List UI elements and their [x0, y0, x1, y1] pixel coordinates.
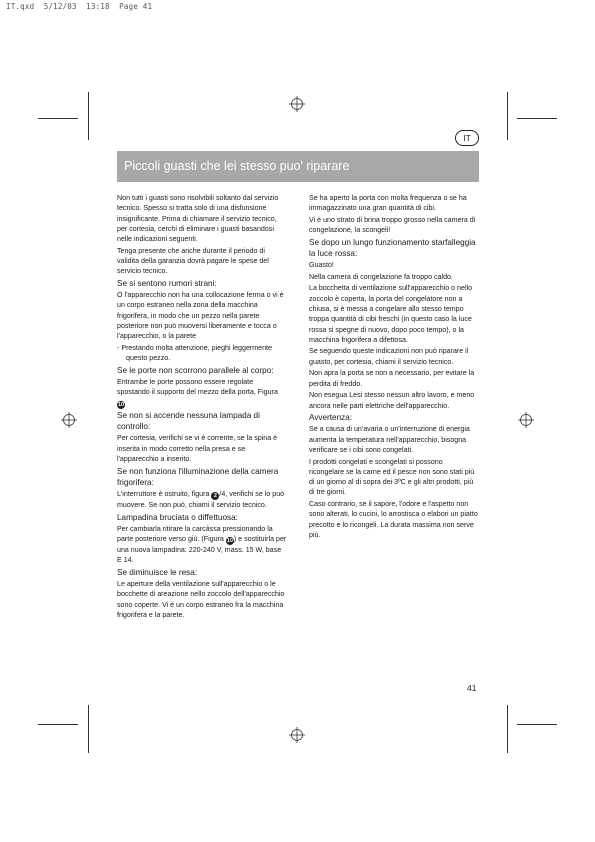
heading-warning: Avvertenza: [309, 413, 353, 423]
paragraph-warning: Se a causa di un'avaria o un'interruzione di energia aumenta la temperatura nell'apparecchio, bisogna verificare se i cibi sono congelati. [309, 425, 470, 454]
lighting-text-b: /4, verifichi se lo può muovere. Se non può, chiami il servizio tecnico. [117, 489, 285, 509]
figure-reference-badge: 2 [211, 492, 219, 500]
figure-reference-badge: 10 [226, 538, 233, 545]
bullet-noises: - Prestando molta attenzione, pieghi leggermente questo pezzo. [117, 343, 272, 363]
lighting-text-a: L'interruttore è ostruito, figura [117, 489, 210, 498]
paragraph-performance: Le aperture della ventilazione sull'apparecchio o le bocchette di areazione nello zoccolo dell'apparecchio sono coperte. Vi è un corpo estraneo fra la macchina frigorifera e la parete. [117, 580, 285, 620]
paragraph-open-door: Non apra la porta se non a necessario, per evitare la perdita di freddo. [309, 369, 475, 388]
paragraph-door-frequency: Se ha aperto la porta con molta frequenza o se ha immagazzinato una gran quantità di cibi. [309, 194, 467, 213]
right-column [309, 193, 479, 541]
heading-red-light: Se dopo un lungo funzionamento starfalleggia la luce rossa: [309, 237, 476, 258]
figure-reference-badge: 10 [117, 401, 125, 408]
paragraph-call-service: Se seguendo queste indicazioni non può riparare il guasto, per cortesia, chiami il servizio tecnico. [309, 347, 469, 366]
section-header [117, 151, 479, 182]
registration-mark-icon [289, 96, 305, 112]
heading-bulb: Lampadina bruciata o diffettuosa: [117, 512, 238, 522]
doors-text: Entrambe le porte possono essere regolate spostando il supporto del mezzo della porta, Figura [117, 378, 278, 397]
heading-noises: Se si sentono rumori strani: [117, 278, 217, 288]
crop-mark [88, 92, 89, 140]
crop-mark [38, 724, 78, 725]
crop-mark [38, 118, 78, 119]
crop-mark [517, 724, 557, 725]
heading-lighting: Se non funziona l'illuminazione della camera frigorifera: [117, 466, 279, 487]
crop-mark [88, 705, 89, 753]
paragraph-intro: Non tutti i guasti sono risolvibili soltanto dal servizio tecnico. Spesso si tratta solo di una disfunsione insignificante. Prima di chiamare il servizio tecnico, per cortesia, cerchi di eliminare i guasti basandosi nelle indicazioni seguenti. [117, 194, 279, 244]
registration-mark-icon [289, 727, 305, 743]
paragraph-no-other-work: Non esegua Lesi stesso nessun altro lavoro, e meno ancora nelle parti elettriche dell'apparecchio. [309, 391, 475, 410]
page-number: 41 [467, 683, 477, 693]
paragraph-bulb [117, 524, 287, 566]
paragraph-frost: Vi è uno strato di brina troppo grosso nella camera di congelazione, la scongeli! [309, 215, 476, 235]
paragraph-products: I prodotti congelati e scongelati si possono ricongelare se la carne ed il pesce non sono stati più di un giorno al di sopra dei 3ºC e gli altri prodotti, più di tre giorni. [309, 457, 475, 497]
registration-mark-icon [61, 412, 77, 428]
heading-doors: Se le porte non scorrono parallele al corpo: [117, 365, 274, 375]
paragraph-fault: Guasto! [309, 261, 334, 270]
crop-mark [507, 705, 508, 753]
paragraph-warranty: Tenga presente che anche durante il periodo di validita della garanzia dovrà pagare le spese del servicio tecnico. [117, 246, 269, 276]
registration-mark-icon [518, 412, 534, 428]
paragraph-too-warm: Nella camera di congelazione fa troppo caldo. [309, 272, 453, 281]
paragraph-ventilation: La bocchetta di ventilazione sull'apparecchio o nello zoccolo è coperta, la porta del congelatore non a chiusa, si è messa a congelare allo stesso tempo troppa quantità di cibi freschi (in questo caso la luce rossa si spegne di nuovo, dopo poco tempo), o la macchina frigorifera a difettosa. [309, 284, 473, 344]
crop-mark [507, 92, 508, 140]
heading-performance: Se diminuisce le resa: [117, 567, 198, 577]
crop-mark [517, 118, 557, 119]
paragraph-noises: O l'apparecchio non ha una collocazione ferma o vi è un corpo estraneo nella zona della macchina frigorifera, in modo che un pezzo nella parete posteriore non può muoversi liberamente e tocca o l'apparecchio, o la parete [117, 291, 284, 341]
language-badge: IT [455, 130, 479, 146]
paragraph-doors [117, 377, 287, 409]
print-slug: IT.qxd 5/12/03 13:18 Page 41 [6, 2, 153, 11]
paragraph-contrary: Caso contrario, se il sapore, l'odore e l'aspetto non sono alterati, lo cucini, lo arrostisca o elabori un piatto precotto e lo ricongeli. La durata massima non serve più. [309, 500, 478, 539]
heading-control-lamp: Se non si accende nessuna lampada di controllo: [117, 410, 260, 432]
paragraph-control-lamp: Per cortesia, verifichi se vi è corrente, se la spina è inserita in modo corretto nella presa e se l'apparecchio a inserito. [117, 434, 278, 463]
left-column [117, 193, 287, 622]
bulb-text-a: Per cambiarla ritirare la carcàssa pressionando la parte posteriore verso giù. (Figura [117, 524, 273, 544]
paragraph-lighting [117, 489, 287, 510]
bulb-text-b: ) e sostituirla per una nuova lampadina: 220-240 V, mass. 15 W, base E 14. [117, 535, 287, 565]
page-title: Piccoli guasti che lei stesso puo' riparare [124, 159, 350, 173]
